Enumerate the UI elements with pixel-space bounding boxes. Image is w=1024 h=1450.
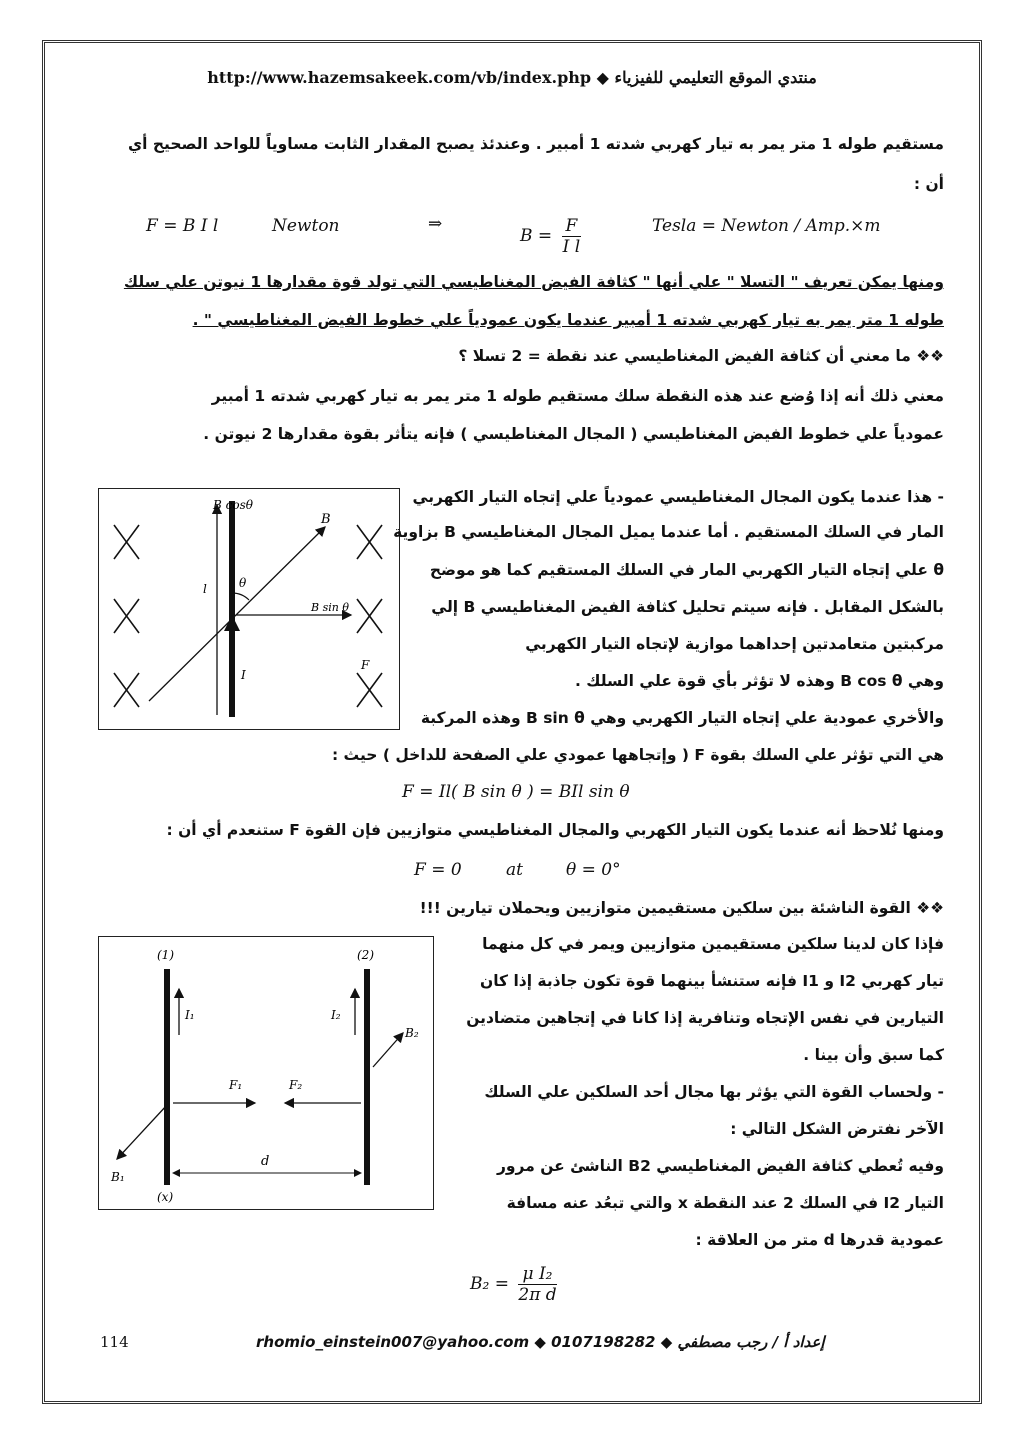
field-b2-arrow (373, 1033, 403, 1067)
answer-line: معني ذلك أنه إذا وُضع عند هذه النقطة سلك مستقيم طوله 1 متر يمر به تيار كهربي شدته 1 أمبير (211, 387, 944, 405)
label-wire-1: (1) (157, 948, 174, 962)
text-line: وفيه تُعطي كثافة الفيض المغناطيسي B2 الناشئ عن مرور (497, 1157, 944, 1175)
text-line: θ علي إتجاه التيار الكهربي المار في السلك المستقيم كما هو موضح (429, 561, 944, 579)
equation-zero-force: F = 0 (414, 860, 462, 880)
text-line: الآخر نفترض الشكل التالي : (730, 1120, 944, 1138)
page-header (0, 68, 1024, 87)
field-b-arrow (149, 527, 325, 701)
footer-contact: rhomio_einstein007@yahoo.com ◆ 0107198282 ◆ إعداد أ / رجب مصطفي (256, 1333, 825, 1351)
question-heading: ❖❖ ما معني أن كثافة الفيض المغناطيسي عند نقطة = 2 تسلا ؟ (458, 347, 944, 365)
figure-inclined-field (98, 488, 400, 730)
fraction-numerator: F (562, 216, 582, 237)
label-current: I (241, 668, 246, 682)
label-force: F (361, 658, 370, 672)
label-theta: θ (239, 576, 247, 590)
label-length: l (203, 582, 207, 596)
equation-zero-angle: θ = 0° (566, 860, 621, 880)
text-line: والأخري عمودية علي إتجاه التيار الكهربي وهي B sin θ وهذه المركبة (420, 709, 944, 727)
text-line: فإذا كان لدينا سلكين مستقيمين متوازيين ويمر في كل منهما (482, 935, 944, 953)
header-sep: ◆ (596, 68, 609, 87)
label-b: B (321, 512, 331, 527)
label-b2: B₂ (405, 1026, 419, 1040)
equation-force-angle: F = Il( B sin θ ) = BIl sin θ (402, 782, 630, 802)
text-line: بالشكل المقابل . فإنه سيتم تحليل كثافة الفيض المغناطيسي B إلي (431, 598, 944, 616)
equation-tesla-unit: Tesla = Newton / Amp.×m (652, 216, 881, 236)
text-line: عمودية قدرها d متر من العلاقة : (695, 1231, 944, 1249)
equation-b2: B₂ = $\frac{\text{μ I₂}}{\text{2π d}}$ (470, 1264, 557, 1305)
figure-inclined-field-svg (99, 489, 399, 729)
header-site: منتدي الموقع التعليمي للفيزياء (614, 68, 817, 87)
text-line: مركبتين متعامدتين إحداهما موازية لإتجاه التيار الكهربي (525, 635, 944, 653)
fraction-denominator: 2π d (518, 1285, 557, 1305)
field-into-page-marks (114, 525, 382, 707)
text-line: - هذا عندما يكون المجال المغناطيسي عمودياً علي إتجاه التيار الكهربي (412, 488, 944, 506)
label-b-sin: B sin θ (311, 601, 349, 614)
page-number: 114 (100, 1333, 129, 1351)
field-b1-arrow (117, 1105, 167, 1159)
tesla-definition-line: طوله 1 متر يمر به تيار كهربي شدته 1 أمبير عندما يكون عمودياً علي خطوط الفيض المغناطيسي " . (192, 311, 944, 329)
figure-parallel-wires (98, 936, 434, 1210)
tesla-definition-line: ومنها يمكن تعريف " التسلا " علي أنها " كثافة الفيض المغناطيسي التي تولد قوة مقدارها 1 نيوتن علي سلك (123, 273, 944, 291)
label-f2: F₂ (289, 1078, 303, 1092)
text-line: هي التي تؤثر علي السلك بقوة F ( وإتجاهها عمودي علي الصفحة للداخل ) حيث : (331, 746, 944, 764)
figure-parallel-wires-svg (99, 937, 433, 1209)
label-i2: I₂ (331, 1008, 341, 1022)
label-b1: B₁ (111, 1170, 125, 1184)
text-line: - ولحساب القوة التي يؤثر بها مجال أحد السلكين علي السلك (484, 1083, 944, 1101)
equation-b: B = $\frac{F}{\text{I l}}$ (520, 216, 581, 257)
header-url[interactable]: http://www.hazemsakeek.com/vb/index.php (207, 68, 592, 87)
label-f1: F₁ (229, 1078, 243, 1092)
text-line: أن : (913, 175, 944, 193)
fraction-denominator: I l (562, 237, 581, 257)
text-line: المار في السلك المستقيم . أما عندما يميل المجال المغناطيسي B بزاوية (393, 523, 944, 541)
label-distance: d (261, 1154, 270, 1169)
text-line: مستقيم طوله 1 متر يمر به تيار كهربي شدته 1 أمبير . وعندئذ يصبح المقدار الثابت مساوياً للواحد الصحيح أي (127, 135, 944, 153)
text-line: التيار I2 في السلك 2 عند النقطة x والتي تبعُد عنه مسافة (506, 1194, 944, 1212)
footer-email[interactable]: rhomio_einstein007@yahoo.com (256, 1333, 530, 1351)
label-i1: I₁ (185, 1008, 195, 1022)
text-line: تيار كهربي I2 و I1 فإنه ستنشأ بينهما قوة تكون جاذبة إذا كان (479, 972, 944, 990)
text-line: وهي B cos θ وهذه لا تؤثر بأي قوة علي السلك . (574, 672, 944, 690)
implies-arrow: ⇒ (428, 214, 443, 234)
footer-author: إعداد أ / رجب مصطفي (677, 1333, 825, 1351)
label-point-x: (x) (157, 1190, 174, 1204)
label-b-cos: B cosθ (213, 498, 253, 512)
equation-at: at (506, 860, 523, 880)
question-heading: ❖❖ القوة الناشئة بين سلكين مستقيمين متوازيين ويحملان تيارين !!! (419, 899, 944, 917)
answer-line: عمودياً علي خطوط الفيض المغناطيسي ( المجال المغناطيسي ) فإنه يتأثر بقوة مقدارها 2 نيوتن . (203, 425, 944, 443)
label-wire-2: (2) (357, 948, 374, 962)
text-line: كما سبق وأن بينا . (803, 1046, 944, 1064)
text-line: ومنها نُلاحظ أنه عندما يكون التيار الكهربي والمجال المغناطيسي متوازيين فإن القوة F ستنعدم أي أن : (166, 821, 944, 839)
fraction-numerator: μ I₂ (518, 1264, 556, 1285)
equation-unit: Newton (272, 216, 340, 236)
footer-phone: 0107198282 (551, 1333, 656, 1351)
text-line: التيارين في نفس الإتجاه وتنافرية إذا كانا في إتجاهين متضادين (466, 1009, 944, 1027)
equation-force: F = B I l (146, 216, 219, 236)
